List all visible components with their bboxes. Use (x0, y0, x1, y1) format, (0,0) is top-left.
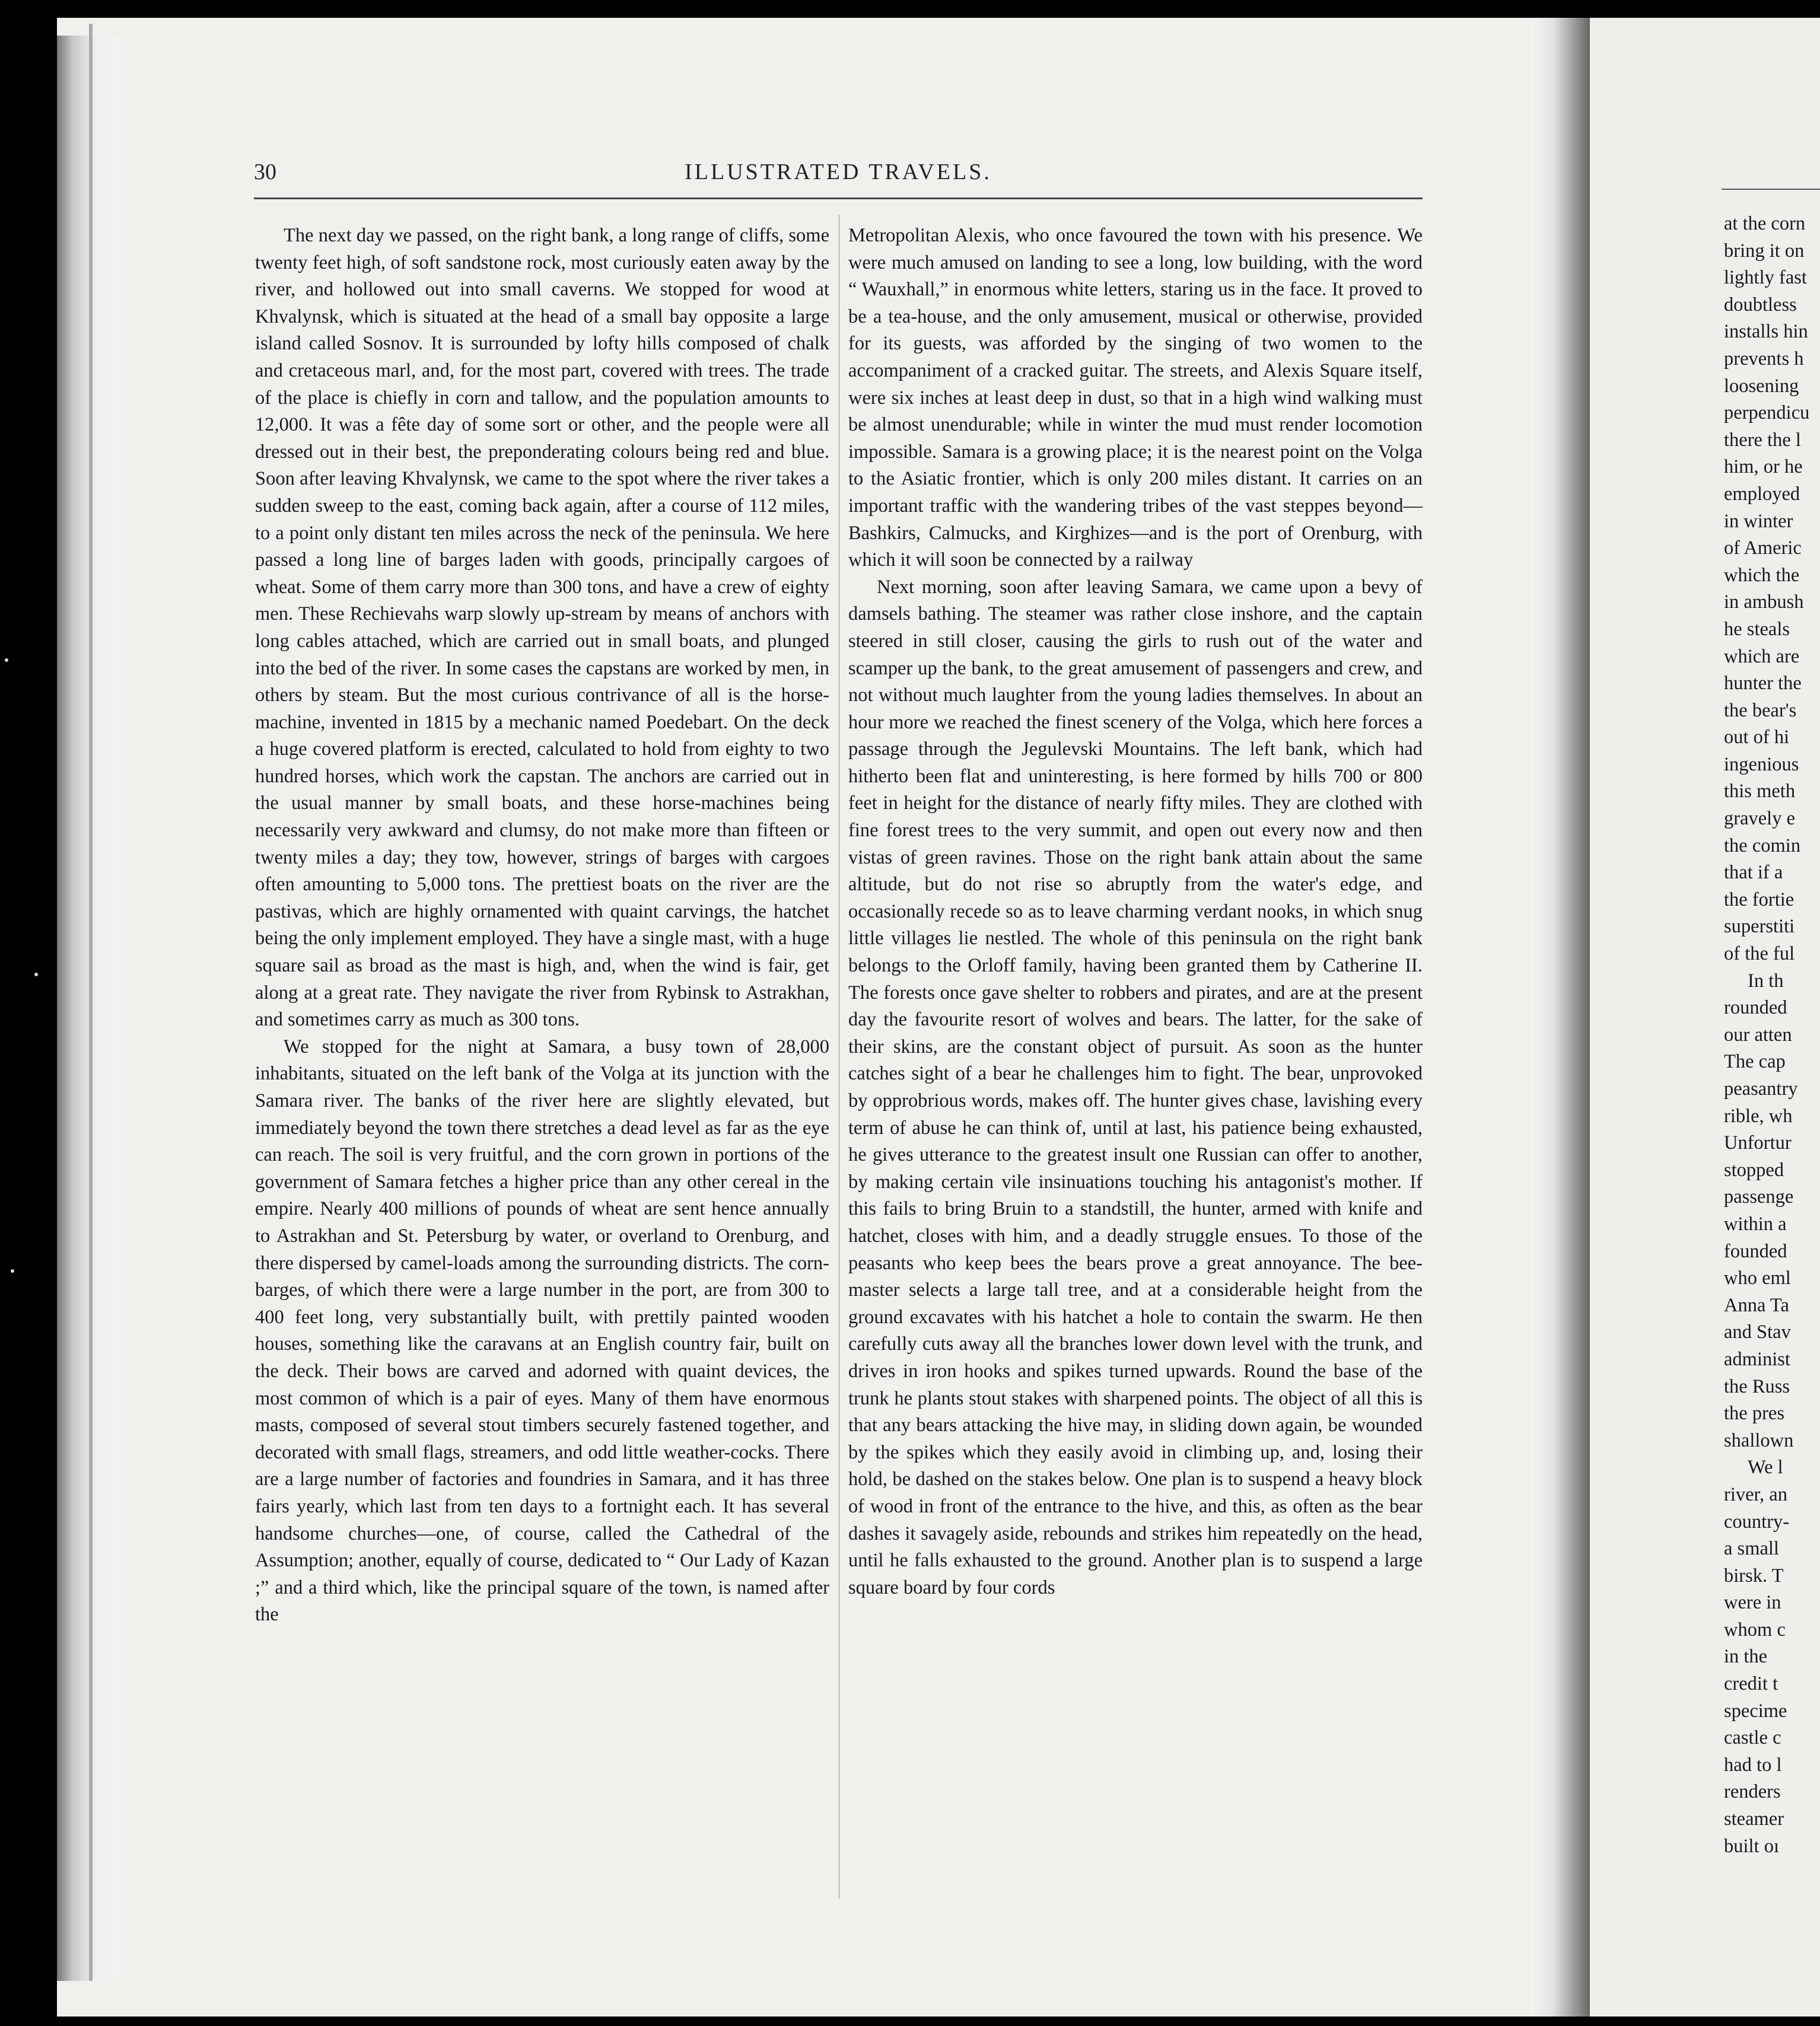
fragment-line: within a (1724, 1213, 1787, 1235)
fragment-line: built oı (1724, 1835, 1779, 1857)
fragment-line: whom c (1724, 1619, 1786, 1640)
scan-speck (34, 973, 38, 976)
fragment-line: In th (1748, 970, 1784, 992)
fragment-line: gravely e (1724, 808, 1796, 830)
fragment-line: credit t (1724, 1673, 1778, 1695)
fragment-line: of Americ (1724, 537, 1802, 559)
fragment-line: rible, wh (1724, 1105, 1793, 1127)
fragment-line: the bear's (1724, 699, 1797, 721)
paragraph: We stopped for the night at Samara, a busy town of 28,000 inhabitants, situated on the left bank of the Volga at its junction with the Samara river. The banks of the river here are slightly elevated, but immediately beyond the town there stretches a dead level as far as the eye can reach. The soil is very fruitful, and the corn grown in portions of the government of Samara fetches a higher price than any other cereal in the empire. Nearly 400 millions of pounds of wheat are sent hence annually to Astrakhan and St. Petersburg by water, or overland to Orenburg, and there dispersed by camel-loads among the surrounding districts. The corn-barges, of which there were a large number in the port, are from 300 to 400 feet long, very substantially built, with prettily painted wooden houses, something like the caravans at an English country fair, built on the deck. Their bows are carved and adorned with quaint devices, the most common of which is a pair of eyes. Many of them have enormous masts, composed of several stout timbers securely fastened together, and decorated with small flags, streamers, and odd little weather-cocks. There are a large number of factories and foundries in Samara, and it has three fairs yearly, which last from ten days to a fortnight each. It has several handsome churches—one, of course, called the Cathedral of the Assumption; another, equally of course, dedicated to “ Our Lady of Kazan ;” and a third which, like the principal square of the town, is named after the (255, 1036, 829, 1626)
fragment-line: a small (1724, 1538, 1779, 1560)
scan-speck (11, 1269, 14, 1273)
fragment-line: We l (1748, 1457, 1783, 1479)
fragment-line: passenge (1724, 1186, 1794, 1208)
fragment-line: steamer (1724, 1808, 1784, 1830)
fragment-line: administ (1724, 1348, 1790, 1370)
fragment-line: doubtless (1724, 294, 1797, 316)
fragment-line: bring it on (1724, 240, 1805, 262)
fragment-line: out of hi (1724, 727, 1790, 748)
fragment-line: the Russ (1724, 1375, 1790, 1397)
fragment-line: superstiti (1724, 916, 1795, 938)
fragment-line: that if a (1724, 862, 1783, 884)
fragment-line: our atten (1724, 1024, 1792, 1046)
fragment-line: in ambush (1724, 591, 1804, 613)
page-header (254, 159, 1423, 195)
fragment-line: prevents h (1724, 348, 1804, 369)
fragment-line: founded (1724, 1240, 1787, 1262)
fragment-line: this meth (1724, 781, 1796, 802)
fragment-line: castle c (1724, 1727, 1781, 1749)
text-column-left (255, 222, 829, 1629)
fragment-line: were in (1724, 1592, 1781, 1614)
paragraph: Next morning, soon after leaving Samara, we came upon a bevy of damsels bathing. The steamer was rather close inshore, and the captain steered in still closer, causing the girls to rush out of the water and scamper up the bank, to the great amusement of passengers and crew, and not without much laughter from the young ladies themselves. In about an hour more we reached the finest scenery of the Volga, which here forces a passage through the Jegulevski Mountains. The left bank, which had hitherto been flat and uninteresting, is here formed by hills 700 or 800 feet in height for the distance of nearly fifty miles. They are clothed with fine forest trees to the very summit, and open out every now and then vistas of green ravines. Those on the right bank attain about the same altitude, but do not rise so abruptly from the water's edge, and occasionally recede so as to leave charming verdant nooks, in which snug little villages lie nestled. The whole of this peninsula on the right bank belongs to the Orloff family, having been granted them by Catherine II. The forests once gave shelter to robbers and pirates, and are at the present day the favourite resort of wolves and bears. The latter, for the sake of their skins, are the constant object of pursuit. As soon as the hunter catches sight of a bear he challenges him to fight. The bear, unprovoked by opprobrious words, makes off. The hunter gives chase, lavishing every term of abuse he can think of, until at last, his patience being exhausted, he gives utterance to the greatest insult one Russian can offer to another, by making certain vile insinuations touching his antagonist's mother. If this fails to bring Bruin to a standstill, the hunter, armed with knife and hatchet, closes with him, and a deadly struggle ensues. To those of the peasants who keep bees the bears prove a great annoyance. The bee-master selects a large tall tree, and at a considerable height from the ground excavates with his hatchet a hole to contain the swarm. He then carefully cuts away all the branches lower down level with the trunk, and drives in iron hooks and spikes turned upwards. Round the base of the trunk he plants stout stakes with sharpened points. The object of all this is that any bears attacking the hive may, in sliding down again, be wounded by the spikes which they easily avoid in climbing up, and, losing their hold, be dashed on the stakes below. One plan is to suspend a heavy block of wood in front of the entrance to the hive, and this, as often as the bear dashes it savagely aside, rebounds and strikes him repeatedly on the head, until he falls exhausted to the ground. Another plan is to suspend a large square board by four cords (848, 576, 1423, 1598)
fragment-line: loosening (1724, 375, 1799, 397)
paragraph: Metropolitan Alexis, who once favoured the town with his presence. We were much amused on landing to see a long, low building, with the word “ Wauxhall,” in enormous white letters, staring us in the face. It proved to be a tea-house, and the only amusement, musical or otherwise, provided for its guests, was afforded by the singing of two women to the accompaniment of a cracked guitar. The streets, and Alexis Square itself, were six inches at least deep in dust, so that in a high wind walking must be almost unendurable; while in winter the mud must render locomotion impossible. Samara is a growing place; it is the nearest point on the Volga to the Asiatic frontier, which is only 200 miles distant. It carries on an important traffic with the wandering tribes of the vast steppes beyond—Bashkirs, Calmucks, and Kirghizes—and is the port of Orenburg, with which it will soon be connected by a railway (848, 225, 1423, 571)
fragment-line: who eml (1724, 1267, 1791, 1289)
fragment-line: shallown (1724, 1429, 1794, 1451)
facing-page-text-fragments (1724, 211, 1809, 1860)
fragment-line: Anna Ta (1724, 1294, 1789, 1316)
fragment-line: lightly fast (1724, 267, 1807, 289)
fragment-line: peasantry (1724, 1078, 1798, 1100)
fragment-line: which the (1724, 564, 1800, 586)
fragment-line: specime (1724, 1700, 1787, 1722)
fragment-line: The cap (1724, 1051, 1786, 1073)
fragment-line: he steals (1724, 618, 1790, 640)
page-number: 30 (254, 160, 276, 184)
running-title: ILLUSTRATED TRAVELS. (685, 160, 992, 184)
fragment-line: hunter the (1724, 673, 1802, 695)
fragment-line: country- (1724, 1511, 1790, 1533)
fragment-line: birsk. T (1724, 1565, 1784, 1587)
fragment-line: installs hin (1724, 321, 1808, 343)
fragment-line: there the l (1724, 429, 1801, 451)
fragment-line: at the corn (1724, 213, 1806, 234)
text-column-right (848, 222, 1423, 1601)
fragment-line: him, or he (1724, 456, 1803, 478)
fragment-line: employed (1724, 483, 1800, 505)
fragment-line: in the (1724, 1646, 1768, 1668)
scan-speck (5, 658, 8, 662)
fragment-line: river, an (1724, 1483, 1787, 1505)
paragraph: The next day we passed, on the right bank, a long range of cliffs, some twenty feet high, of soft sandstone rock, most curiously eaten away by the river, and hollowed out into small caverns. We stopped for wood at Khvalynsk, which is situated at the head of a small bay opposite a large island called Sosnov. It is surrounded by lofty hills composed of chalk and cretaceous marl, and, for the most part, covered with trees. The trade of the place is chiefly in corn and tallow, and the population amounts to 12,000. It was a fête day of some sort or other, and the people were all dressed out in their best, the preponderating colours being red and blue. Soon after leaving Khvalynsk, we came to the spot where the river takes a sudden sweep to the east, coming back again, after a course of 112 miles, to a point only distant ten miles across the neck of the peninsula. We here passed a long line of barges laden with goods, principally cargoes of wheat. Some of them carry more than 300 tons, and have a crew of eighty men. These Rechievahs warp slowly up-stream by means of anchors with long cables attached, which are carried out in small boats, and plunged into the bed of the river. In some cases the capstans are worked by men, in others by steam. But the most curious contrivance of all is the horse-machine, invented in 1815 by a mechanic named Poedebart. On the deck a huge covered platform is erected, calculated to hold from eighty to two hundred horses, which work the capstan. The anchors are carried out in the usual manner by small boats, and these horse-machines being necessarily very awkward and clumsy, do not make more than fifteen or twenty miles a day; they tow, however, strings of barges with cargoes often amounting to 5,000 tons. The prettiest boats on the river are the pastivas, which are highly ornamented with quaint carvings, the hatchet being the only implement employed. They have a single mast, with a huge square sail as broad as the mast is high, and, when the wind is fair, get along at a great rate. They navigate the river from Rybinsk to Astrakhan, and sometimes carry as much as 300 tons. (255, 225, 829, 1031)
fragment-line: rounded (1724, 997, 1787, 1019)
fragment-line: of the ful (1724, 943, 1795, 965)
header-rule (254, 197, 1423, 199)
fragment-line: the fortie (1724, 888, 1794, 910)
fragment-line: and Stav (1724, 1321, 1791, 1343)
fragment-line: had to l (1724, 1754, 1782, 1776)
page-edge-left (89, 24, 93, 1981)
facing-page-header-rule (1722, 189, 1820, 190)
fragment-line: renders (1724, 1781, 1781, 1803)
fragment-line: ingenious (1724, 753, 1799, 775)
fragment-line: which are (1724, 645, 1800, 667)
fragment-line: stopped (1724, 1159, 1784, 1181)
fragment-line: the comin (1724, 834, 1801, 856)
fragment-line: in winter (1724, 510, 1793, 532)
fragment-line: perpendicu (1724, 402, 1810, 424)
fragment-line: the pres (1724, 1403, 1784, 1425)
fragment-line: Unfortur (1724, 1132, 1792, 1154)
